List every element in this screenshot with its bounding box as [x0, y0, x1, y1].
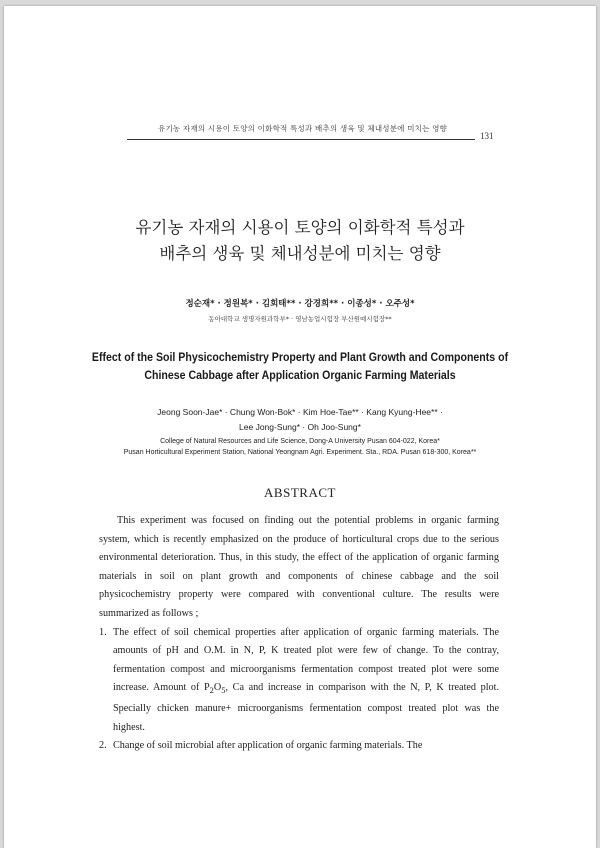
english-affiliation-line-1: College of Natural Resources and Life Science, Dong-A University Pusan 604-022, Korea* — [160, 438, 440, 445]
result-item-text: O — [213, 682, 222, 694]
subscript: 5 — [221, 685, 226, 696]
korean-title — [0, 215, 600, 267]
result-item-text: Change of soil microbial after application of organic farming materials. The — [113, 740, 423, 752]
english-authors-line-2: Lee Jong-Sung* · Oh Joo-Sung* — [239, 422, 361, 432]
running-header: 유기농 자재의 시용이 토양의 이화학적 특성과 배추의 생육 및 체내성분에 미치는 영향 — [158, 124, 447, 133]
subscript: 2 — [209, 685, 214, 696]
result-item-1 — [99, 624, 499, 738]
korean-title-line-1: 유기농 자재의 시용이 토양의 이화학적 특성과 — [135, 218, 465, 237]
english-title-line-1: Effect of the Soil Physicochemistry Property and Plant Growth and Components of — [91, 352, 509, 364]
english-title — [24, 349, 576, 385]
english-authors-line-1: Jeong Soon-Jae* · Chung Won-Bok* · Kim Hoe-Tae** · Kang Kyung-Hee** · — [157, 407, 443, 417]
page-number: 131 — [480, 131, 494, 141]
result-item-text: The effect of soil chemical properties after application of organic farming materials. The amounts of pH and O.M. in N, P, K treated plot were few of change. To the contray, fermentation compost and microorganisms fermentation compost treated plot were some increase. Amount of P — [113, 626, 499, 694]
result-item-2 — [99, 737, 499, 756]
abstract-intro: This experiment was focused on finding out the potential problems in organic farming system, which is recently emphasized on the produce of horticultural crops due to the serious environmental deterioration. Thus, in this study, the effect of the application of organic farming materials in soil on plant growth and components of chinese cabbage and the soil physicochemistry property were compared with conventional culture. The results were summarized as follows ; — [99, 515, 499, 619]
korean-authors: 정순재* · 정원복* · 김회태** · 강경희** · 이종성* · 오주성* — [185, 299, 415, 309]
english-affiliation — [0, 436, 600, 458]
header-rule — [127, 139, 475, 140]
english-affiliation-line-2: Pusan Horticultural Experiment Station, National Yeongnam Agri. Experiment. Sta., RDA. Pusan 618-300, Korea** — [123, 449, 477, 456]
results-list — [99, 624, 499, 756]
result-item-number: 1. — [99, 626, 107, 638]
result-item-number: 2. — [99, 740, 107, 752]
result-item-text: , Ca and increase in comparison with the N, P, K treated plot. Specially chicken manure+ microorganisms fermentation compost treated plot was the highest. — [113, 682, 499, 733]
english-title-line-2: Chinese Cabbage after Application Organic Farming Materials — [144, 370, 456, 382]
english-authors — [0, 405, 600, 435]
korean-affiliation: 동아대학교 생명자원과학부* · 영남농업시험장 부산원예시험장** — [208, 315, 392, 323]
abstract-body — [99, 512, 499, 756]
abstract-heading: ABSTRACT — [264, 485, 336, 500]
korean-title-line-2: 배추의 생육 및 체내성분에 미치는 영향 — [159, 244, 441, 263]
